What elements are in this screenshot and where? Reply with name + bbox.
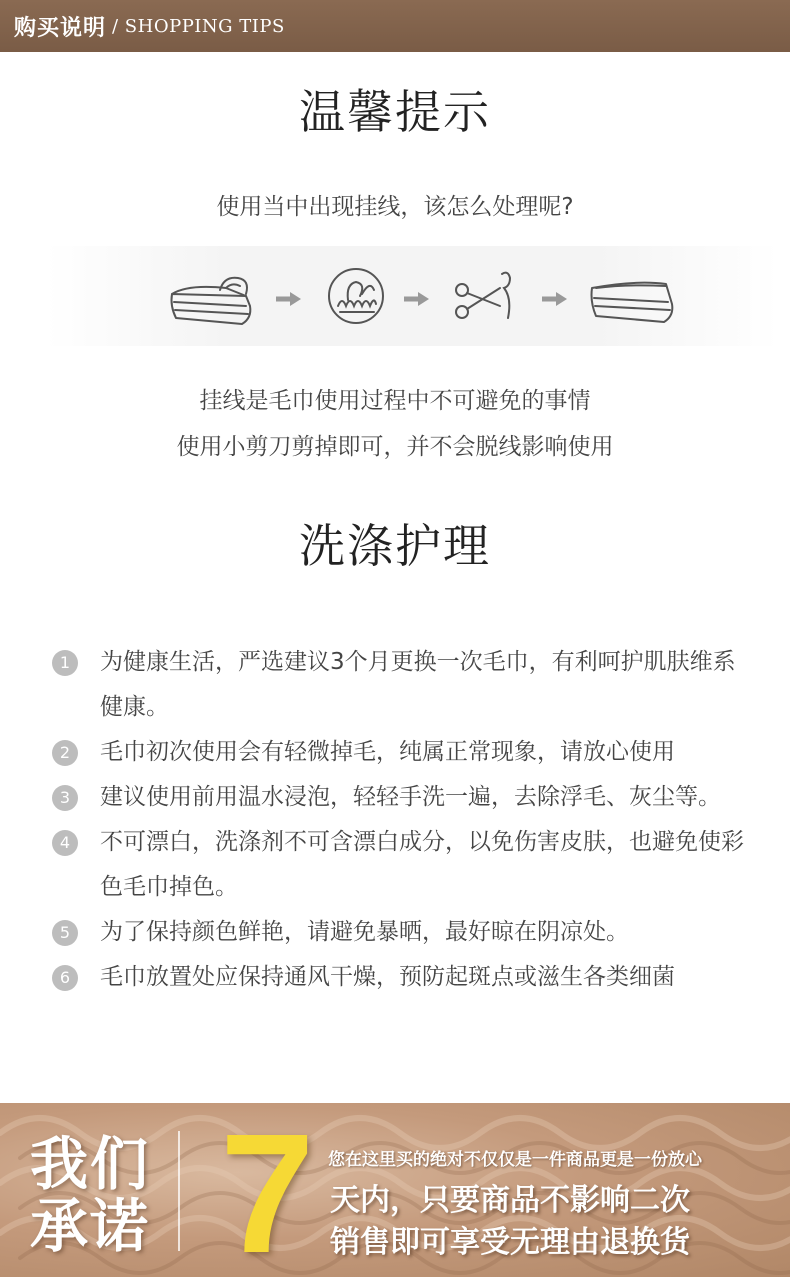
tip-number-badge: 4 [52, 830, 78, 856]
promise-line-2: 承诺 [30, 1192, 151, 1260]
list-item [52, 820, 752, 910]
tip-text: 建议使用前用温水浸泡，轻轻手洗一遍，去除浮毛、灰尘等。 [100, 784, 721, 810]
folded-towel-icon [586, 276, 678, 326]
list-item [52, 910, 752, 955]
tip-number-badge: 5 [52, 920, 78, 946]
towel-with-snag-icon [166, 272, 258, 328]
promise-line-1: 我们 [30, 1130, 151, 1198]
tip-text: 毛巾放置处应保持通风干燥，预防起斑点或滋生各类细菌 [100, 964, 675, 990]
promise-heading [30, 1130, 170, 1260]
notice-question: 使用当中出现挂线，该怎么处理呢? [216, 194, 574, 220]
loop-closeup-icon [326, 266, 386, 326]
list-item [52, 955, 752, 1000]
banner-small-text: 您在这里买的绝对不仅仅是一件商品更是一份放心 [328, 1150, 702, 1170]
notice-title: 温馨提示 [299, 85, 491, 139]
header-bar [0, 0, 790, 52]
days-number: 7 [220, 1103, 315, 1277]
banner-divider [178, 1131, 180, 1251]
tip-text: 为健康生活，严选建议3个月更换一次毛巾，有利呵护肌肤维系健康。 [100, 649, 736, 720]
list-item [52, 640, 752, 730]
scissors-icon [450, 268, 520, 326]
tip-number-badge: 3 [52, 785, 78, 811]
promise-banner [0, 1103, 790, 1277]
notice-line-1: 挂线是毛巾使用过程中不可避免的事情 [199, 388, 591, 414]
arrow-right-icon [540, 291, 568, 307]
list-item [52, 730, 752, 775]
tip-number-badge: 1 [52, 650, 78, 676]
tip-number-badge: 6 [52, 965, 78, 991]
header-subtitle: / SHOPPING TIPS [112, 15, 285, 37]
banner-big-line-1: 天内，只要商品不影响二次 [330, 1183, 690, 1218]
tip-text: 不可漂白，洗涤剂不可含漂白成分，以免伤害皮肤，也避免使彩色毛巾掉色。 [100, 829, 744, 900]
notice-line-2: 使用小剪刀剪掉即可，并不会脱线影响使用 [176, 434, 614, 460]
tip-text: 毛巾初次使用会有轻微掉毛，纯属正常现象，请放心使用 [100, 739, 675, 765]
care-title: 洗涤护理 [299, 519, 491, 573]
care-tips-list [52, 640, 752, 1000]
tip-text: 为了保持颜色鲜艳，请避免暴晒，最好晾在阴凉处。 [100, 919, 629, 945]
snag-steps-strip [46, 246, 778, 346]
banner-big-line-2: 销售即可享受无理由退换货 [330, 1225, 690, 1260]
list-item [52, 775, 752, 820]
header-title: 购买说明 [14, 14, 107, 41]
tip-number-badge: 2 [52, 740, 78, 766]
arrow-right-icon [402, 291, 430, 307]
arrow-right-icon [274, 291, 302, 307]
